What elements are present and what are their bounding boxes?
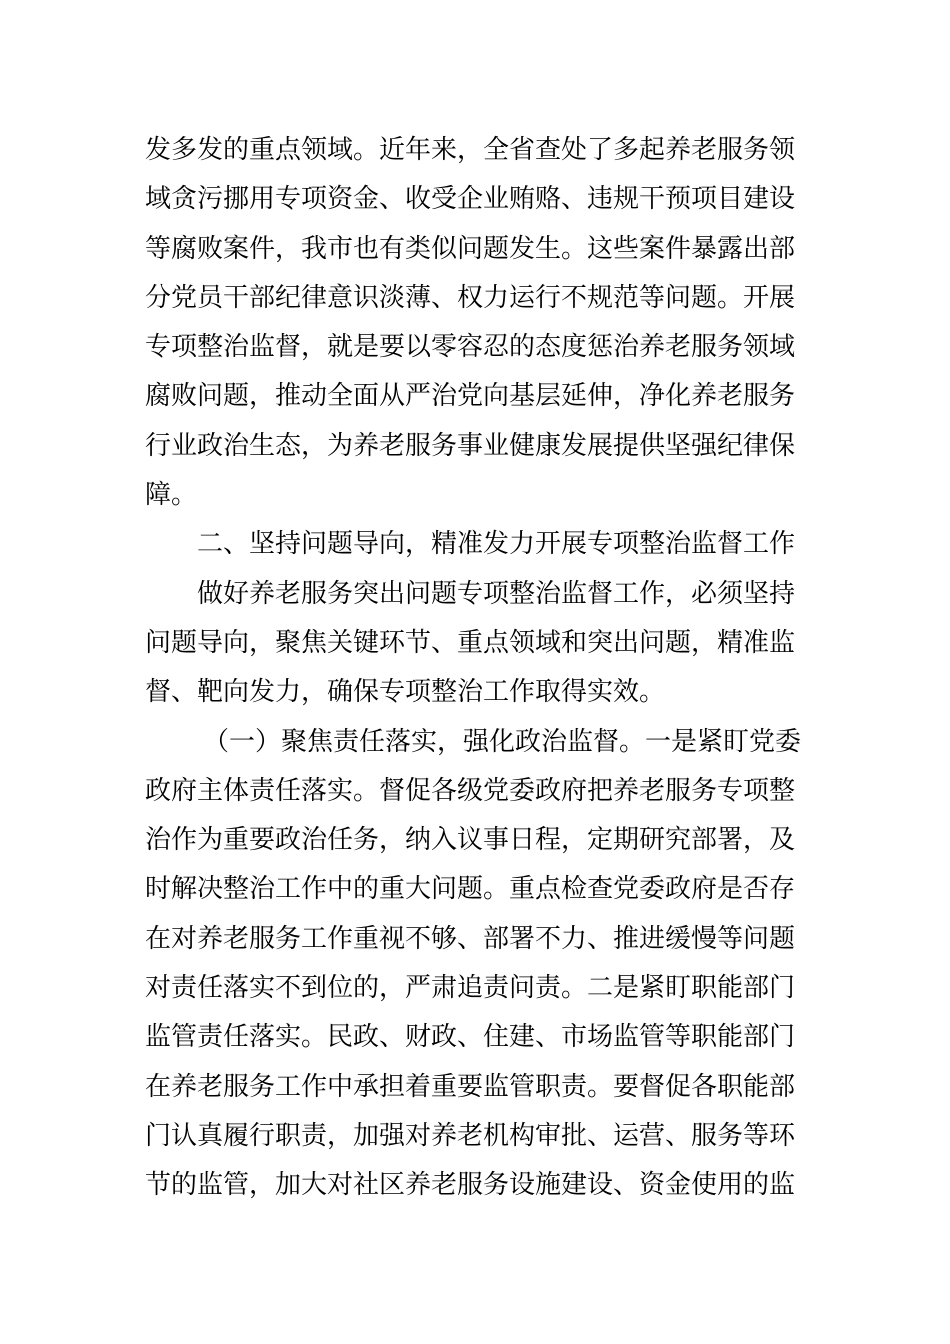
paragraph-3 bbox=[145, 718, 811, 1211]
paragraph-line: 督、靶向发力，确保专项整治工作取得实效。 bbox=[145, 677, 666, 708]
paragraph-line: 在养老服务工作中承担着重要监管职责。要督促各职能部 bbox=[145, 1071, 796, 1102]
section-heading: 二、坚持问题导向，精准发力开展专项整治监督工作 bbox=[197, 529, 796, 560]
subsection-heading-line: （一）聚焦责任落实，强化政治监督。一是紧盯党委 bbox=[203, 726, 802, 757]
paragraph-2 bbox=[145, 570, 811, 718]
paragraph-line: 在对养老服务工作重视不够、部署不力、推进缓慢等问题 bbox=[145, 923, 796, 954]
paragraph-line: 时解决整治工作中的重大问题。重点检查党委政府是否存 bbox=[145, 874, 796, 905]
document-body bbox=[145, 126, 811, 1211]
paragraph-line: 门认真履行职责，加强对养老机构审批、运营、服务等环 bbox=[145, 1120, 796, 1151]
paragraph-line: 障。 bbox=[145, 480, 198, 511]
paragraph-line: 监管责任落实。民政、财政、住建、市场监管等职能部门 bbox=[145, 1022, 796, 1053]
paragraph-line: 对责任落实不到位的，严肃追责问责。二是紧盯职能部门 bbox=[145, 973, 796, 1004]
paragraph-1 bbox=[145, 126, 811, 520]
paragraph-line: 行业政治生态，为养老服务事业健康发展提供坚强纪律保 bbox=[145, 430, 796, 461]
paragraph-line: 治作为重要政治任务，纳入议事日程，定期研究部署，及 bbox=[145, 825, 796, 856]
paragraph-line: 政府主体责任落实。督促各级党委政府把养老服务专项整 bbox=[145, 775, 796, 806]
paragraph-line: 腐败问题，推动全面从严治党向基层延伸，净化养老服务 bbox=[145, 381, 796, 412]
paragraph-line: 专项整治监督，就是要以零容忍的态度惩治养老服务领域 bbox=[145, 332, 796, 363]
paragraph-line: 节的监管，加大对社区养老服务设施建设、资金使用的监 bbox=[145, 1170, 796, 1201]
paragraph-line: 做好养老服务突出问题专项整治监督工作，必须坚持 bbox=[197, 578, 796, 609]
paragraph-line: 等腐败案件，我市也有类似问题发生。这些案件暴露出部 bbox=[145, 233, 796, 264]
paragraph-line: 发多发的重点领域。近年来，全省查处了多起养老服务领 bbox=[145, 135, 796, 165]
paragraph-line: 域贪污挪用专项资金、收受企业贿赂、违规干预项目建设 bbox=[145, 184, 796, 215]
paragraph-line: 分党员干部纪律意识淡薄、权力运行不规范等问题。开展 bbox=[145, 282, 796, 313]
paragraph-line: 问题导向，聚焦关键环节、重点领域和突出问题，精准监 bbox=[145, 627, 796, 658]
